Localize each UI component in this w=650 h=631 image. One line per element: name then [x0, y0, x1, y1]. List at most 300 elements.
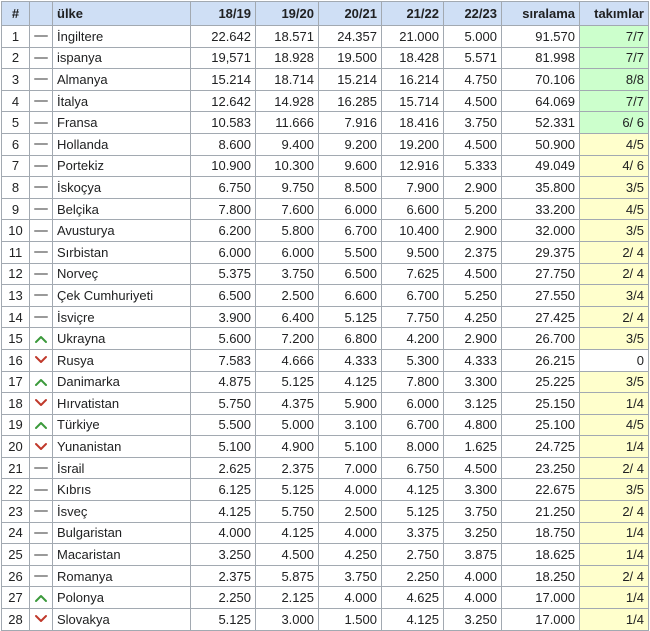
- cell-trend: [30, 393, 53, 415]
- cell-season-22-23: 4.250: [444, 306, 502, 328]
- cell-season-21-22: 21.000: [382, 26, 444, 48]
- cell-trend: [30, 587, 53, 609]
- cell-season-18-19: 2.250: [191, 587, 256, 609]
- table-row: [2, 501, 649, 523]
- cell-season-21-22: 6.600: [382, 198, 444, 220]
- cell-season-20-21: 6.600: [319, 285, 382, 307]
- cell-country[interactable]: İsrail: [53, 457, 191, 479]
- cell-country[interactable]: Danimarka: [53, 371, 191, 393]
- cell-season-22-23: 4.500: [444, 263, 502, 285]
- cell-ranking: 49.049: [502, 155, 580, 177]
- table-row: [2, 47, 649, 69]
- cell-season-20-21: 15.214: [319, 69, 382, 91]
- cell-season-22-23: 2.375: [444, 241, 502, 263]
- cell-trend: [30, 414, 53, 436]
- trend-same-icon: [30, 550, 52, 560]
- cell-season-20-21: 8.500: [319, 177, 382, 199]
- cell-trend: [30, 349, 53, 371]
- cell-season-19-20: 5.875: [256, 565, 319, 587]
- cell-season-18-19: 3.250: [191, 544, 256, 566]
- cell-rank: 7: [2, 155, 30, 177]
- cell-season-18-19: 5.125: [191, 609, 256, 631]
- header-teams[interactable]: takımlar: [580, 2, 649, 26]
- trend-same-icon: [30, 53, 52, 63]
- cell-teams: 8/8: [580, 69, 649, 91]
- cell-season-21-22: 7.800: [382, 371, 444, 393]
- cell-season-19-20: 4.125: [256, 522, 319, 544]
- cell-ranking: 18.625: [502, 544, 580, 566]
- cell-teams: 6/ 6: [580, 112, 649, 134]
- cell-season-20-21: 2.500: [319, 501, 382, 523]
- cell-country[interactable]: Türkiye: [53, 414, 191, 436]
- cell-season-21-22: 2.750: [382, 544, 444, 566]
- cell-season-19-20: 7.200: [256, 328, 319, 350]
- cell-ranking: 91.570: [502, 26, 580, 48]
- cell-season-19-20: 2.125: [256, 587, 319, 609]
- cell-teams: 1/4: [580, 544, 649, 566]
- cell-teams: 1/4: [580, 609, 649, 631]
- cell-country[interactable]: Belçika: [53, 198, 191, 220]
- cell-trend: [30, 371, 53, 393]
- cell-trend: [30, 263, 53, 285]
- cell-trend: [30, 90, 53, 112]
- table-row: [2, 69, 649, 91]
- cell-country[interactable]: Almanya: [53, 69, 191, 91]
- header-season-20-21[interactable]: 20/21: [319, 2, 382, 26]
- cell-season-19-20: 18.928: [256, 47, 319, 69]
- cell-season-18-19: 22.642: [191, 26, 256, 48]
- cell-country[interactable]: İsviçre: [53, 306, 191, 328]
- cell-rank: 21: [2, 457, 30, 479]
- cell-teams: 4/5: [580, 414, 649, 436]
- cell-season-18-19: 12.642: [191, 90, 256, 112]
- cell-rank: 5: [2, 112, 30, 134]
- cell-rank: 19: [2, 414, 30, 436]
- cell-trend: [30, 328, 53, 350]
- cell-season-21-22: 4.625: [382, 587, 444, 609]
- cell-rank: 22: [2, 479, 30, 501]
- trend-up-icon: [30, 377, 52, 387]
- cell-season-22-23: 3.300: [444, 371, 502, 393]
- cell-season-21-22: 5.125: [382, 501, 444, 523]
- table-row: [2, 414, 649, 436]
- cell-ranking: 70.106: [502, 69, 580, 91]
- cell-country[interactable]: Kıbrıs: [53, 479, 191, 501]
- cell-trend: [30, 457, 53, 479]
- cell-ranking: 26.700: [502, 328, 580, 350]
- cell-ranking: 21.250: [502, 501, 580, 523]
- cell-trend: [30, 522, 53, 544]
- cell-season-20-21: 5.100: [319, 436, 382, 458]
- cell-season-20-21: 4.000: [319, 587, 382, 609]
- trend-down-icon: [30, 442, 52, 452]
- cell-teams: 3/5: [580, 177, 649, 199]
- cell-country[interactable]: Fransa: [53, 112, 191, 134]
- table-row: [2, 565, 649, 587]
- cell-teams: 4/5: [580, 198, 649, 220]
- cell-ranking: 17.000: [502, 587, 580, 609]
- table-row: [2, 457, 649, 479]
- cell-season-19-20: 18.571: [256, 26, 319, 48]
- cell-ranking: 33.200: [502, 198, 580, 220]
- cell-teams: 2/ 4: [580, 263, 649, 285]
- trend-same-icon: [30, 204, 52, 214]
- cell-rank: 16: [2, 349, 30, 371]
- cell-season-22-23: 4.500: [444, 90, 502, 112]
- trend-same-icon: [30, 96, 52, 106]
- cell-ranking: 22.675: [502, 479, 580, 501]
- cell-ranking: 17.000: [502, 609, 580, 631]
- cell-rank: 11: [2, 241, 30, 263]
- cell-season-22-23: 4.333: [444, 349, 502, 371]
- cell-ranking: 35.800: [502, 177, 580, 199]
- cell-rank: 3: [2, 69, 30, 91]
- cell-season-20-21: 4.000: [319, 522, 382, 544]
- cell-country[interactable]: İngiltere: [53, 26, 191, 48]
- cell-rank: 1: [2, 26, 30, 48]
- cell-season-18-19: 4.875: [191, 371, 256, 393]
- cell-season-20-21: 4.000: [319, 479, 382, 501]
- cell-teams: 1/4: [580, 436, 649, 458]
- trend-same-icon: [30, 118, 52, 128]
- cell-ranking: 25.225: [502, 371, 580, 393]
- cell-rank: 20: [2, 436, 30, 458]
- table-row: [2, 609, 649, 631]
- cell-season-19-20: 6.400: [256, 306, 319, 328]
- cell-teams: 0: [580, 349, 649, 371]
- header-ranking[interactable]: sıralama: [502, 2, 580, 26]
- cell-season-18-19: 6.125: [191, 479, 256, 501]
- cell-season-19-20: 14.928: [256, 90, 319, 112]
- header-rank[interactable]: #: [2, 2, 30, 26]
- trend-same-icon: [30, 31, 52, 41]
- cell-country[interactable]: Hırvatistan: [53, 393, 191, 415]
- cell-season-22-23: 4.000: [444, 587, 502, 609]
- header-season-18-19[interactable]: 18/19: [191, 2, 256, 26]
- header-season-22-23[interactable]: 22/23: [444, 2, 502, 26]
- cell-ranking: 29.375: [502, 241, 580, 263]
- cell-season-22-23: 3.750: [444, 112, 502, 134]
- cell-season-19-20: 6.000: [256, 241, 319, 263]
- cell-teams: 7/7: [580, 47, 649, 69]
- cell-trend: [30, 177, 53, 199]
- table-row: [2, 393, 649, 415]
- cell-ranking: 52.331: [502, 112, 580, 134]
- cell-season-20-21: 5.500: [319, 241, 382, 263]
- cell-country[interactable]: Portekiz: [53, 155, 191, 177]
- cell-season-22-23: 5.333: [444, 155, 502, 177]
- header-season-19-20[interactable]: 19/20: [256, 2, 319, 26]
- cell-season-20-21: 4.333: [319, 349, 382, 371]
- cell-teams: 7/7: [580, 90, 649, 112]
- cell-country[interactable]: Ukrayna: [53, 328, 191, 350]
- cell-trend: [30, 241, 53, 263]
- cell-season-21-22: 3.375: [382, 522, 444, 544]
- cell-teams: 3/5: [580, 220, 649, 242]
- cell-ranking: 27.425: [502, 306, 580, 328]
- cell-ranking: 27.750: [502, 263, 580, 285]
- cell-season-18-19: 3.900: [191, 306, 256, 328]
- header-season-21-22[interactable]: 21/22: [382, 2, 444, 26]
- table-row: [2, 436, 649, 458]
- cell-country[interactable]: Bulgaristan: [53, 522, 191, 544]
- trend-same-icon: [30, 269, 52, 279]
- cell-season-21-22: 7.750: [382, 306, 444, 328]
- cell-season-19-20: 10.300: [256, 155, 319, 177]
- cell-season-18-19: 5.750: [191, 393, 256, 415]
- cell-season-19-20: 5.000: [256, 414, 319, 436]
- cell-season-18-19: 5.600: [191, 328, 256, 350]
- cell-season-19-20: 3.000: [256, 609, 319, 631]
- cell-teams: 3/5: [580, 371, 649, 393]
- cell-rank: 17: [2, 371, 30, 393]
- cell-season-22-23: 4.500: [444, 133, 502, 155]
- cell-season-19-20: 2.500: [256, 285, 319, 307]
- cell-season-20-21: 6.000: [319, 198, 382, 220]
- cell-season-21-22: 19.200: [382, 133, 444, 155]
- table-header: [2, 2, 649, 26]
- header-row: [2, 2, 649, 26]
- cell-teams: 2/ 4: [580, 306, 649, 328]
- cell-season-19-20: 4.500: [256, 544, 319, 566]
- cell-country[interactable]: İtalya: [53, 90, 191, 112]
- table-row: [2, 198, 649, 220]
- cell-season-22-23: 3.250: [444, 609, 502, 631]
- trend-same-icon: [30, 182, 52, 192]
- cell-country[interactable]: Slovakya: [53, 609, 191, 631]
- header-trend: [30, 2, 53, 26]
- table-row: [2, 479, 649, 501]
- cell-season-18-19: 7.800: [191, 198, 256, 220]
- cell-season-19-20: 7.600: [256, 198, 319, 220]
- table-body: [2, 26, 649, 631]
- cell-season-18-19: 4.125: [191, 501, 256, 523]
- cell-season-20-21: 5.125: [319, 306, 382, 328]
- cell-season-22-23: 2.900: [444, 328, 502, 350]
- table-row: [2, 112, 649, 134]
- table-row: [2, 220, 649, 242]
- cell-rank: 12: [2, 263, 30, 285]
- cell-season-22-23: 5.000: [444, 26, 502, 48]
- cell-season-18-19: 10.583: [191, 112, 256, 134]
- cell-season-18-19: 15.214: [191, 69, 256, 91]
- table-row: [2, 177, 649, 199]
- trend-same-icon: [30, 161, 52, 171]
- cell-ranking: 32.000: [502, 220, 580, 242]
- table-row: [2, 587, 649, 609]
- cell-country[interactable]: Avusturya: [53, 220, 191, 242]
- trend-same-icon: [30, 485, 52, 495]
- cell-teams: 4/5: [580, 133, 649, 155]
- cell-season-20-21: 6.800: [319, 328, 382, 350]
- table-row: [2, 90, 649, 112]
- cell-season-21-22: 6.700: [382, 414, 444, 436]
- cell-season-18-19: 2.375: [191, 565, 256, 587]
- cell-trend: [30, 112, 53, 134]
- cell-rank: 4: [2, 90, 30, 112]
- cell-rank: 2: [2, 47, 30, 69]
- cell-season-22-23: 2.900: [444, 220, 502, 242]
- table-row: [2, 263, 649, 285]
- cell-season-21-22: 6.000: [382, 393, 444, 415]
- cell-season-18-19: 8.600: [191, 133, 256, 155]
- cell-ranking: 81.998: [502, 47, 580, 69]
- cell-season-21-22: 2.250: [382, 565, 444, 587]
- trend-down-icon: [30, 355, 52, 365]
- cell-country[interactable]: Yunanistan: [53, 436, 191, 458]
- cell-teams: 3/4: [580, 285, 649, 307]
- cell-teams: 1/4: [580, 522, 649, 544]
- trend-same-icon: [30, 571, 52, 581]
- cell-ranking: 24.725: [502, 436, 580, 458]
- cell-rank: 28: [2, 609, 30, 631]
- cell-season-18-19: 5.375: [191, 263, 256, 285]
- cell-teams: 4/ 6: [580, 155, 649, 177]
- cell-season-21-22: 15.714: [382, 90, 444, 112]
- cell-teams: 7/7: [580, 26, 649, 48]
- cell-country[interactable]: Sırbistan: [53, 241, 191, 263]
- cell-season-19-20: 18.714: [256, 69, 319, 91]
- cell-season-20-21: 4.250: [319, 544, 382, 566]
- cell-country[interactable]: Çek Cumhuriyeti: [53, 285, 191, 307]
- cell-season-21-22: 4.125: [382, 479, 444, 501]
- trend-up-icon: [30, 593, 52, 603]
- cell-season-19-20: 4.375: [256, 393, 319, 415]
- cell-rank: 9: [2, 198, 30, 220]
- cell-season-22-23: 1.625: [444, 436, 502, 458]
- cell-trend: [30, 285, 53, 307]
- cell-trend: [30, 565, 53, 587]
- cell-season-20-21: 19.500: [319, 47, 382, 69]
- cell-season-21-22: 6.700: [382, 285, 444, 307]
- cell-ranking: 50.900: [502, 133, 580, 155]
- cell-trend: [30, 47, 53, 69]
- cell-ranking: 27.550: [502, 285, 580, 307]
- cell-season-22-23: 3.750: [444, 501, 502, 523]
- cell-season-22-23: 4.500: [444, 457, 502, 479]
- cell-season-21-22: 4.200: [382, 328, 444, 350]
- cell-season-21-22: 9.500: [382, 241, 444, 263]
- trend-same-icon: [30, 506, 52, 516]
- cell-season-19-20: 4.666: [256, 349, 319, 371]
- cell-teams: 2/ 4: [580, 501, 649, 523]
- cell-season-20-21: 24.357: [319, 26, 382, 48]
- cell-rank: 15: [2, 328, 30, 350]
- cell-trend: [30, 306, 53, 328]
- cell-country[interactable]: Hollanda: [53, 133, 191, 155]
- cell-rank: 18: [2, 393, 30, 415]
- cell-season-22-23: 4.000: [444, 565, 502, 587]
- cell-season-20-21: 1.500: [319, 609, 382, 631]
- cell-season-20-21: 3.750: [319, 565, 382, 587]
- cell-rank: 27: [2, 587, 30, 609]
- cell-season-18-19: 10.900: [191, 155, 256, 177]
- table-row: [2, 349, 649, 371]
- cell-trend: [30, 133, 53, 155]
- cell-season-18-19: 6.000: [191, 241, 256, 263]
- trend-up-icon: [30, 334, 52, 344]
- cell-season-19-20: 9.750: [256, 177, 319, 199]
- cell-trend: [30, 69, 53, 91]
- cell-rank: 23: [2, 501, 30, 523]
- cell-country[interactable]: Macaristan: [53, 544, 191, 566]
- cell-season-20-21: 16.285: [319, 90, 382, 112]
- cell-season-22-23: 5.250: [444, 285, 502, 307]
- cell-country[interactable]: Polonya: [53, 587, 191, 609]
- cell-season-22-23: 3.300: [444, 479, 502, 501]
- cell-country[interactable]: İskoçya: [53, 177, 191, 199]
- cell-trend: [30, 220, 53, 242]
- cell-season-21-22: 8.000: [382, 436, 444, 458]
- cell-season-19-20: 5.800: [256, 220, 319, 242]
- cell-season-20-21: 3.100: [319, 414, 382, 436]
- cell-season-20-21: 9.600: [319, 155, 382, 177]
- cell-season-18-19: 2.625: [191, 457, 256, 479]
- cell-teams: 3/5: [580, 479, 649, 501]
- cell-country[interactable]: İsveç: [53, 501, 191, 523]
- cell-rank: 26: [2, 565, 30, 587]
- cell-season-20-21: 4.125: [319, 371, 382, 393]
- cell-season-20-21: 6.500: [319, 263, 382, 285]
- cell-season-22-23: 3.125: [444, 393, 502, 415]
- table-row: [2, 26, 649, 48]
- table-row: [2, 285, 649, 307]
- cell-season-22-23: 2.900: [444, 177, 502, 199]
- cell-trend: [30, 155, 53, 177]
- cell-country[interactable]: Norveç: [53, 263, 191, 285]
- cell-season-21-22: 18.416: [382, 112, 444, 134]
- table-row: [2, 133, 649, 155]
- trend-same-icon: [30, 247, 52, 257]
- header-country[interactable]: ülke: [53, 2, 191, 26]
- cell-season-19-20: 5.125: [256, 479, 319, 501]
- trend-same-icon: [30, 226, 52, 236]
- cell-season-19-20: 4.900: [256, 436, 319, 458]
- cell-rank: 10: [2, 220, 30, 242]
- cell-country[interactable]: ispanya: [53, 47, 191, 69]
- cell-ranking: 23.250: [502, 457, 580, 479]
- cell-season-22-23: 4.800: [444, 414, 502, 436]
- cell-teams: 1/4: [580, 587, 649, 609]
- cell-season-22-23: 5.200: [444, 198, 502, 220]
- cell-rank: 8: [2, 177, 30, 199]
- cell-rank: 25: [2, 544, 30, 566]
- cell-trend: [30, 609, 53, 631]
- cell-season-21-22: 4.125: [382, 609, 444, 631]
- trend-same-icon: [30, 463, 52, 473]
- cell-country[interactable]: Romanya: [53, 565, 191, 587]
- cell-trend: [30, 26, 53, 48]
- cell-season-19-20: 5.750: [256, 501, 319, 523]
- cell-teams: 2/ 4: [580, 565, 649, 587]
- cell-season-19-20: 3.750: [256, 263, 319, 285]
- cell-ranking: 25.100: [502, 414, 580, 436]
- cell-season-22-23: 4.750: [444, 69, 502, 91]
- trend-same-icon: [30, 74, 52, 84]
- cell-season-18-19: 6.500: [191, 285, 256, 307]
- cell-rank: 6: [2, 133, 30, 155]
- cell-season-19-20: 11.666: [256, 112, 319, 134]
- table-row: [2, 328, 649, 350]
- cell-season-21-22: 12.916: [382, 155, 444, 177]
- cell-season-20-21: 9.200: [319, 133, 382, 155]
- cell-season-21-22: 10.400: [382, 220, 444, 242]
- cell-teams: 2/ 4: [580, 241, 649, 263]
- cell-season-21-22: 16.214: [382, 69, 444, 91]
- cell-country[interactable]: Rusya: [53, 349, 191, 371]
- cell-season-18-19: 19,571: [191, 47, 256, 69]
- cell-season-21-22: 7.900: [382, 177, 444, 199]
